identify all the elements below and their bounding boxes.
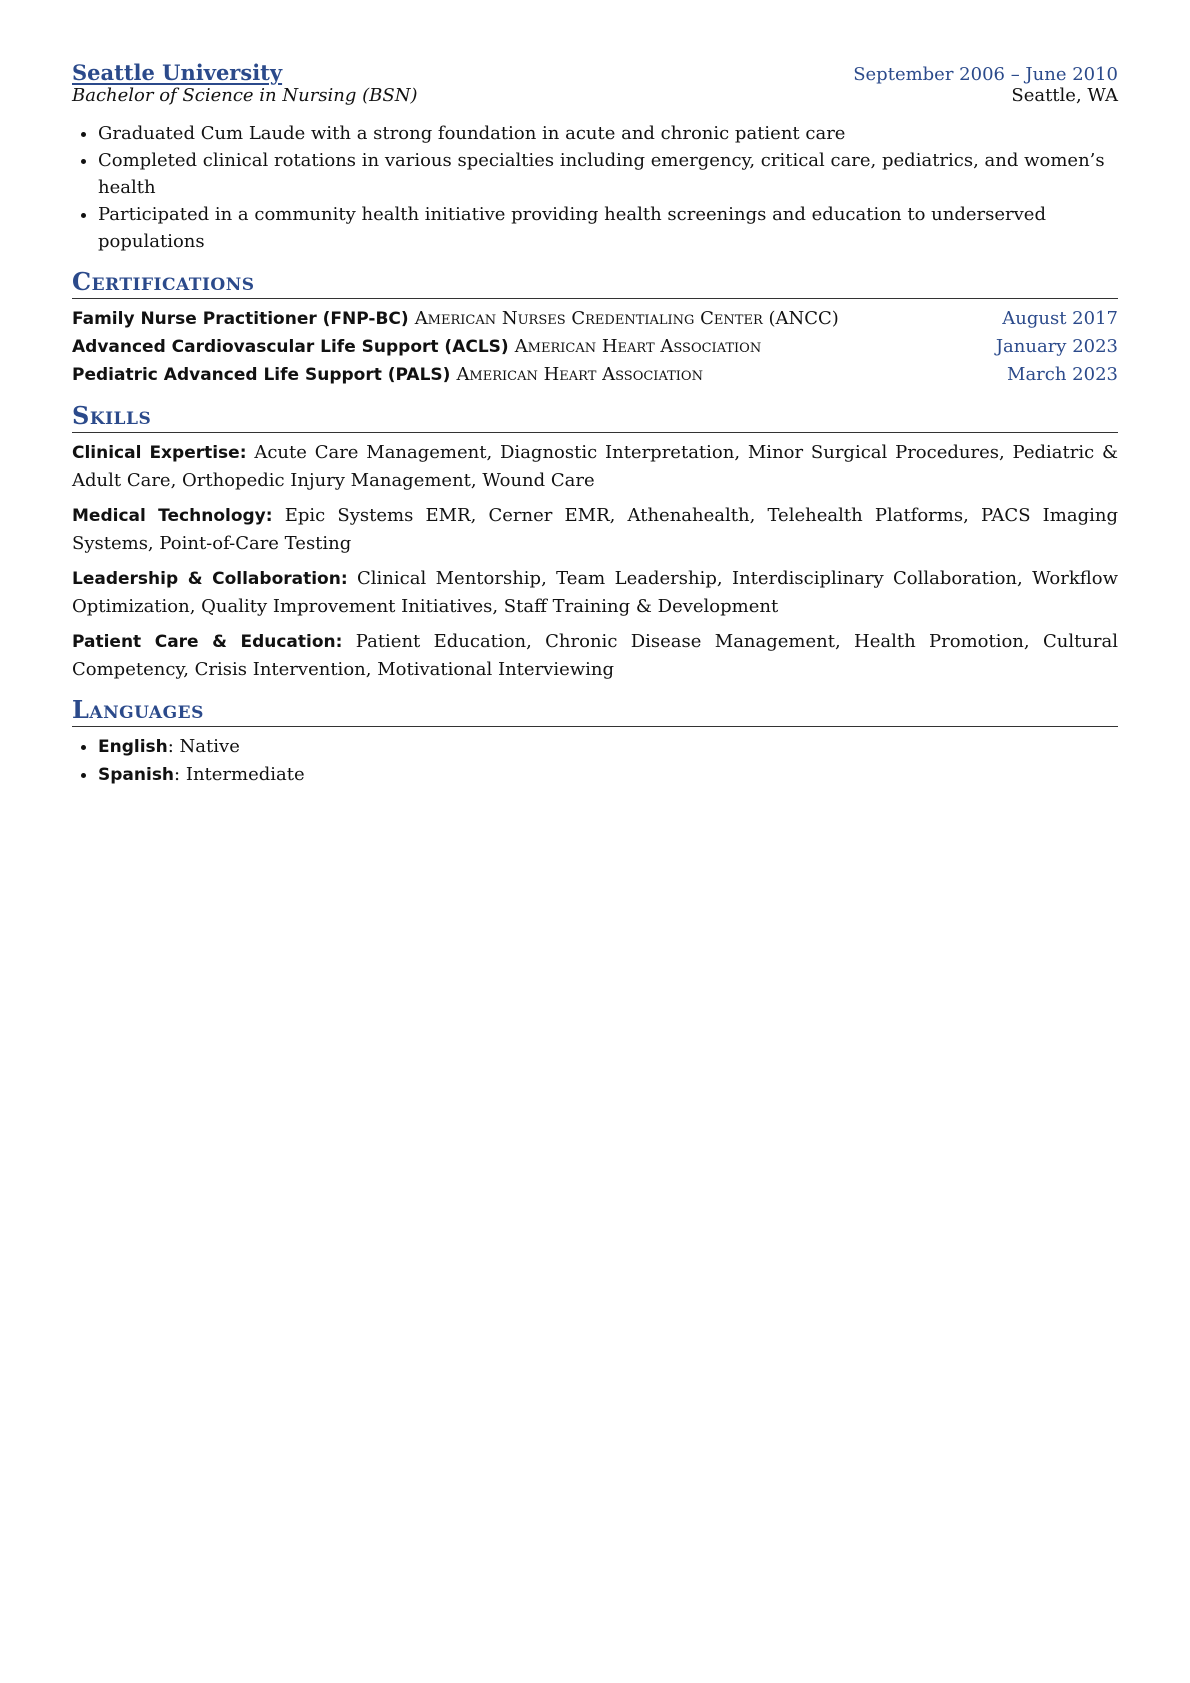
certification-name: Advanced Cardiovascular Life Support (ACLS) (72, 337, 509, 357)
list-item: • Participated in a community health initiative providing health screenings and education to underserved populations (98, 201, 1118, 255)
skill-text: Patient Education, Chronic Disease Management, Health Promotion, Cultural Competency, Crisis Intervention, Motivational Interviewing (72, 631, 1118, 680)
skills-list (72, 439, 1118, 683)
skill-label: Medical Technology: (72, 506, 273, 526)
list-item: • Graduated Cum Laude with a strong foundation in acute and chronic patient care (98, 120, 1118, 147)
certification-date: January 2023 (995, 336, 1118, 357)
certification-info (72, 305, 839, 333)
skill-label: Clinical Expertise: (72, 443, 247, 463)
skill-label: Patient Care & Education: (72, 632, 343, 652)
certification-row (72, 361, 1118, 389)
list-item (98, 761, 1118, 789)
certification-name: Pediatric Advanced Life Support (PALS) (72, 365, 451, 385)
skill-group (72, 565, 1118, 620)
certification-row (72, 333, 1118, 361)
education-location: Seattle, WA (1011, 85, 1118, 106)
certifications-list (72, 305, 1118, 389)
skill-group (72, 628, 1118, 683)
certification-date: August 2017 (1002, 308, 1118, 329)
skill-text: Clinical Mentorship, Team Leadership, Interdisciplinary Collaboration, Workflow Optimization, Quality Improvement Initiatives, Staff Training & Development (72, 568, 1118, 617)
language-name: Spanish (98, 765, 175, 785)
languages-heading: Languages (72, 695, 1118, 727)
skill-label: Leadership & Collaboration: (72, 569, 348, 589)
skill-text: Acute Care Management, Diagnostic Interpretation, Minor Surgical Procedures, Pediatric & Adult Care, Orthopedic Injury Management, Wound Care (72, 442, 1118, 491)
language-name: English (98, 737, 168, 757)
education-header-row (72, 60, 1118, 85)
language-level: : Intermediate (174, 764, 305, 785)
skills-heading: Skills (72, 401, 1118, 433)
education-dates: September 2006 – June 2010 (853, 64, 1118, 85)
education-bullets (72, 120, 1118, 255)
skill-group (72, 502, 1118, 557)
skill-group (72, 439, 1118, 494)
certification-row (72, 305, 1118, 333)
list-item: • Completed clinical rotations in various specialties including emergency, critical care, pediatrics, and women’s health (98, 147, 1118, 201)
institution-link[interactable]: Seattle University (72, 60, 283, 85)
list-item (98, 733, 1118, 761)
certification-org: American Heart Association (514, 336, 762, 357)
language-level: : Native (167, 736, 240, 757)
certification-date: March 2023 (1007, 364, 1118, 385)
certification-info (72, 361, 703, 389)
languages-list (72, 733, 1118, 789)
certifications-heading: Certifications (72, 267, 1118, 299)
certification-name: Family Nurse Practitioner (FNP-BC) (72, 309, 409, 329)
degree-title: Bachelor of Science in Nursing (BSN) (72, 85, 418, 106)
skill-text: Epic Systems EMR, Cerner EMR, Athenahealth, Telehealth Platforms, PACS Imaging Systems, Point-of-Care Testing (72, 505, 1118, 554)
certification-info (72, 333, 761, 361)
certification-org: American Heart Association (456, 364, 703, 385)
certification-org: American Nurses Credentialing Center (ANCC) (414, 308, 839, 329)
education-subheader-row (72, 85, 1118, 106)
